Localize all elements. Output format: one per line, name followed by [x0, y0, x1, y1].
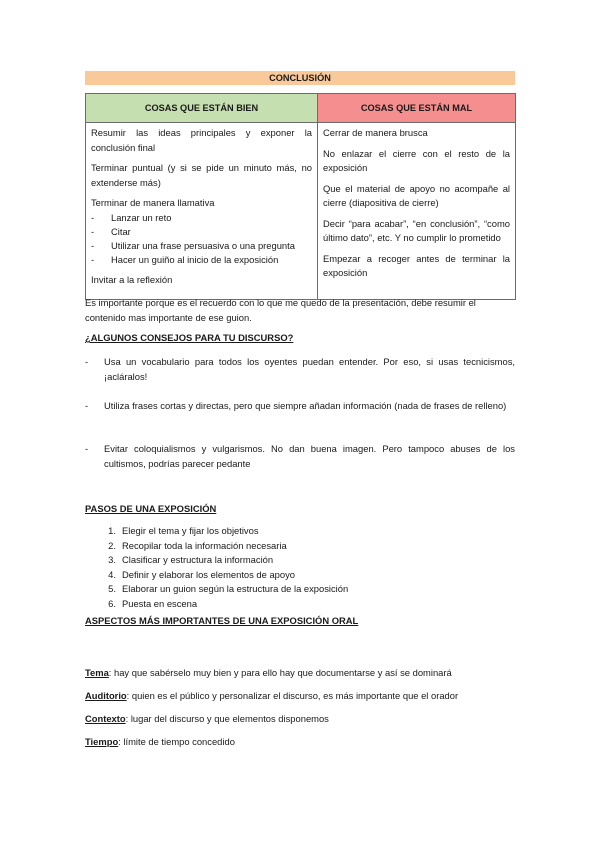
aspect-key: Tema [85, 667, 109, 678]
good-sublist [91, 211, 312, 267]
comparison-table [85, 93, 516, 300]
step-item: 6. Puesta en escena [108, 597, 198, 609]
conclusion-note: Es importante porque es el recuerdo con lo que me quedo de la presentación, debe resumir el contenido mas importante de ese guion. [85, 297, 476, 323]
good-cell [86, 123, 318, 300]
tip-text: Utiliza frases cortas y directas, pero que siempre añadan información (nada de frases de relleno) [104, 400, 507, 411]
aspect-item [85, 689, 458, 703]
bad-item: Que el material de apoyo no acompañe al cierre (diapositiva de cierre) [323, 182, 510, 208]
good-item: Invitar a la reflexión [91, 273, 173, 285]
aspect-key: Tiempo [85, 736, 119, 747]
bad-item: Empezar a recoger antes de terminar la exposición [323, 252, 510, 278]
aspect-item [85, 735, 235, 749]
step-text: Clasificar y estructura la información [122, 554, 274, 566]
tip-text: Usa un vocabulario para todos los oyentes puedan entender. Por eso, si usas tecnicismos, ¡acláralos! [104, 356, 515, 382]
step-item: 1. Elegir el tema y fijar los objetivos [108, 525, 259, 536]
bad-cell [318, 123, 516, 300]
aspect-item [85, 712, 329, 726]
tip-item [85, 398, 515, 413]
steps-list [85, 524, 348, 612]
aspect-text: : quien es el público y personalizar el discurso, es más importante que el orador [126, 690, 459, 701]
aspect-key: Auditorio [85, 690, 127, 701]
good-subitem: - Utilizar una frase persuasiva o una pregunta [91, 239, 312, 253]
good-subitem: - Citar [91, 225, 312, 239]
step-text: Elegir el tema y fijar los objetivos [122, 525, 259, 536]
dash-bullet: - [85, 356, 89, 367]
tip-text: Evitar coloquialismos y vulgarismos. No dan buena imagen. Pero tampoco abuses de los cultismos, podrías parecer pedante [104, 443, 515, 469]
good-column-header: COSAS QUE ESTÁN BIEN [86, 94, 318, 123]
bad-item: Cerrar de manera brusca [323, 127, 428, 138]
tip-item [85, 354, 515, 384]
aspect-text: : límite de tiempo concedido [118, 736, 235, 747]
step-text: Puesta en escena [122, 597, 198, 609]
good-item: Terminar de manera llamativa [91, 197, 215, 208]
good-item: Resumir las ideas principales y exponer la conclusión final [91, 127, 312, 153]
step-item: 5. Elaborar un guion según la estructura de la exposición [108, 583, 349, 595]
aspects-heading: ASPECTOS MÁS IMPORTANTES DE UNA EXPOSICIÓN ORAL [85, 615, 359, 626]
aspect-key: Contexto [85, 713, 126, 724]
step-item: 4. Definir y elaborar los elementos de apoyo [108, 568, 296, 580]
bad-item: No enlazar el cierre con el resto de la exposición [323, 147, 510, 173]
aspect-item [85, 666, 452, 680]
step-text: Definir y elaborar los elementos de apoyo [122, 568, 296, 580]
steps-heading: PASOS DE UNA EXPOSICIÓN [85, 503, 217, 514]
conclusion-title: CONCLUSIÓN [85, 71, 515, 85]
dash-bullet: - [85, 400, 89, 411]
step-item: 3. Clasificar y estructura la información [108, 554, 274, 566]
bad-item: Decir “para acabar”, “en conclusión”, “como último dato”, etc. Y no cumplir lo prometido [323, 217, 510, 243]
bad-column-header: COSAS QUE ESTÁN MAL [318, 94, 516, 123]
tip-item [85, 441, 515, 471]
step-text: Recopilar toda la información necesaria [122, 539, 287, 551]
step-text: Elaborar un guion según la estructura de la exposición [122, 583, 349, 595]
step-item: 2. Recopilar toda la información necesaria [108, 539, 287, 551]
good-item: Terminar puntual (y si se pide un minuto más, no extenderse más) [91, 162, 312, 188]
aspect-text: : lugar del discurso y que elementos disponemos [125, 713, 329, 724]
good-subitem: - Lanzar un reto [91, 211, 312, 225]
dash-bullet: - [85, 443, 89, 454]
tips-heading: ¿ALGUNOS CONSEJOS PARA TU DISCURSO? [85, 332, 294, 343]
good-subitem: - Hacer un guiño al inicio de la exposición [91, 253, 312, 267]
aspect-text: : hay que sabérselo muy bien y para ello hay que documentarse y así se dominará [108, 667, 452, 678]
